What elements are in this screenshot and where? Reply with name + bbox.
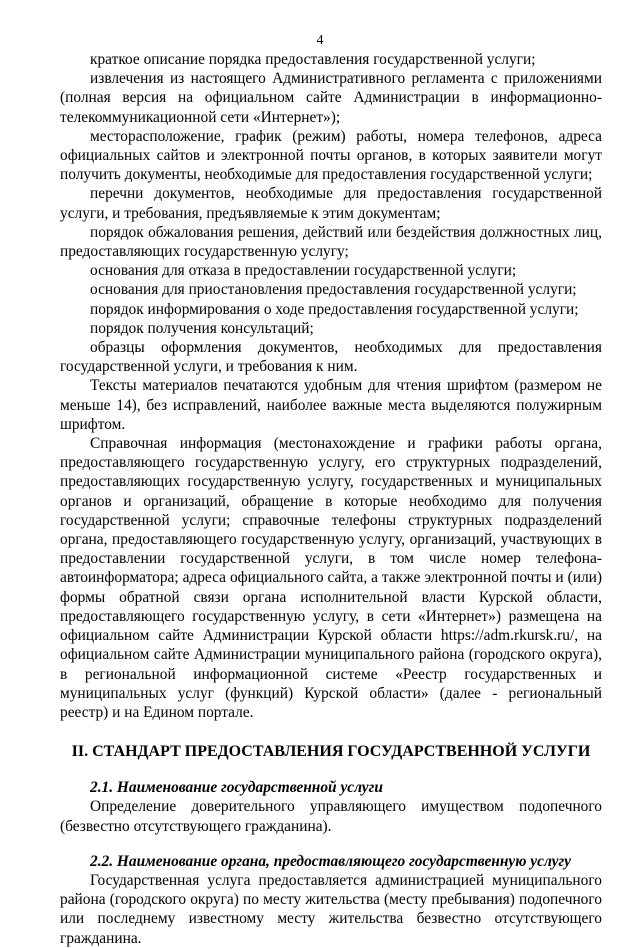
subsection-title-service-name: 2.1. Наименование государственной услуги (90, 779, 383, 797)
paragraph-regulation-extracts: извлечения из настоящего Административного регламента с приложениями (полная версия на официальном сайте Администрации в информационно-телекоммуникационной сети «Интернет»); (60, 70, 602, 126)
paragraph-document-samples: образцы оформления документов, необходимых для предоставления государственной услуги, и требования к ним. (60, 339, 602, 376)
paragraph-appeal-procedure: порядок обжалования решения, действий или бездействия должностных лиц, предоставляющих государственную услугу; (60, 223, 602, 261)
paragraph-providing-body: Государственная услуга предоставляется администрацией муниципального района (городского округа) по месту жительства (месту пребывания) подопечного или последнему известному месту жительства безвестно отсутствующего гражданина. (60, 871, 602, 947)
paragraph-progress-info: порядок информирования о ходе предоставления государственной услуги; (90, 300, 579, 318)
paragraph-reference-info: Справочная информация (местонахождение и графики работы органа, предоставляющего государственную услугу, его структурных подразделений, предоставляющих государственную услугу, государственных и муниципальных органов и организаций, обращение в которые необходимо для получения государственной услуги; справочные телефоны структурных подразделений органа, предоставляющего государственную услугу, организаций, участвующих в предоставлении государственной услуги, в том числе номер телефона-автоинформатора; адреса официального сайта, а также электронной почты и (или) формы обратной связи органа исполнительной власти Курской области, предоставляющего государственную услугу, в сети «Интернет») размещена на официальном сайте Администрации Курской области https://adm.rkursk.ru/, на официальном сайте Администрации муниципального района (городского округа), в региональной информационной системе «Реестр государственных и муниципальных услуг (функций) Курской области» (далее - региональный реестр) и на Едином портале. (60, 435, 602, 721)
document-body (60, 50, 602, 948)
paragraph-service-name: Определение доверительного управляющего имуществом подопечного (безвестно отсутствующего гражданина). (60, 798, 602, 835)
paragraph-suspension-grounds: основания для приостановления предоставления государственной услуги; (90, 281, 577, 299)
page-number: 4 (316, 33, 324, 48)
paragraph-font-requirements: Тексты материалов печатаются удобным для чтения шрифтом (размером не меньше 14), без исправлений, наиболее важные места выделяются полужирным шрифтом. (60, 377, 602, 433)
paragraph-document-lists: перечни документов, необходимые для предоставления государственной услуги, и требования, предъявляемые к этим документам; (60, 185, 602, 222)
paragraph-location-schedule: месторасположение, график (режим) работы, номера телефонов, адреса официальных сайтов и электронной почты органов, в которых заявители могут получить документы, необходимые для предоставления государственной услуги; (60, 127, 602, 184)
paragraph-refusal-grounds: основания для отказа в предоставлении государственной услуги; (90, 262, 517, 280)
section-title: II. СТАНДАРТ ПРЕДОСТАВЛЕНИЯ ГОСУДАРСТВЕННОЙ УСЛУГИ (71, 743, 591, 761)
paragraph-short-description: краткое описание порядка предоставления государственной услуги; (90, 51, 536, 68)
subsection-title-providing-body: 2.2. Наименование органа, предоставляющего государственную услугу (90, 852, 572, 870)
paragraph-consultations: порядок получения консультаций; (90, 319, 314, 337)
